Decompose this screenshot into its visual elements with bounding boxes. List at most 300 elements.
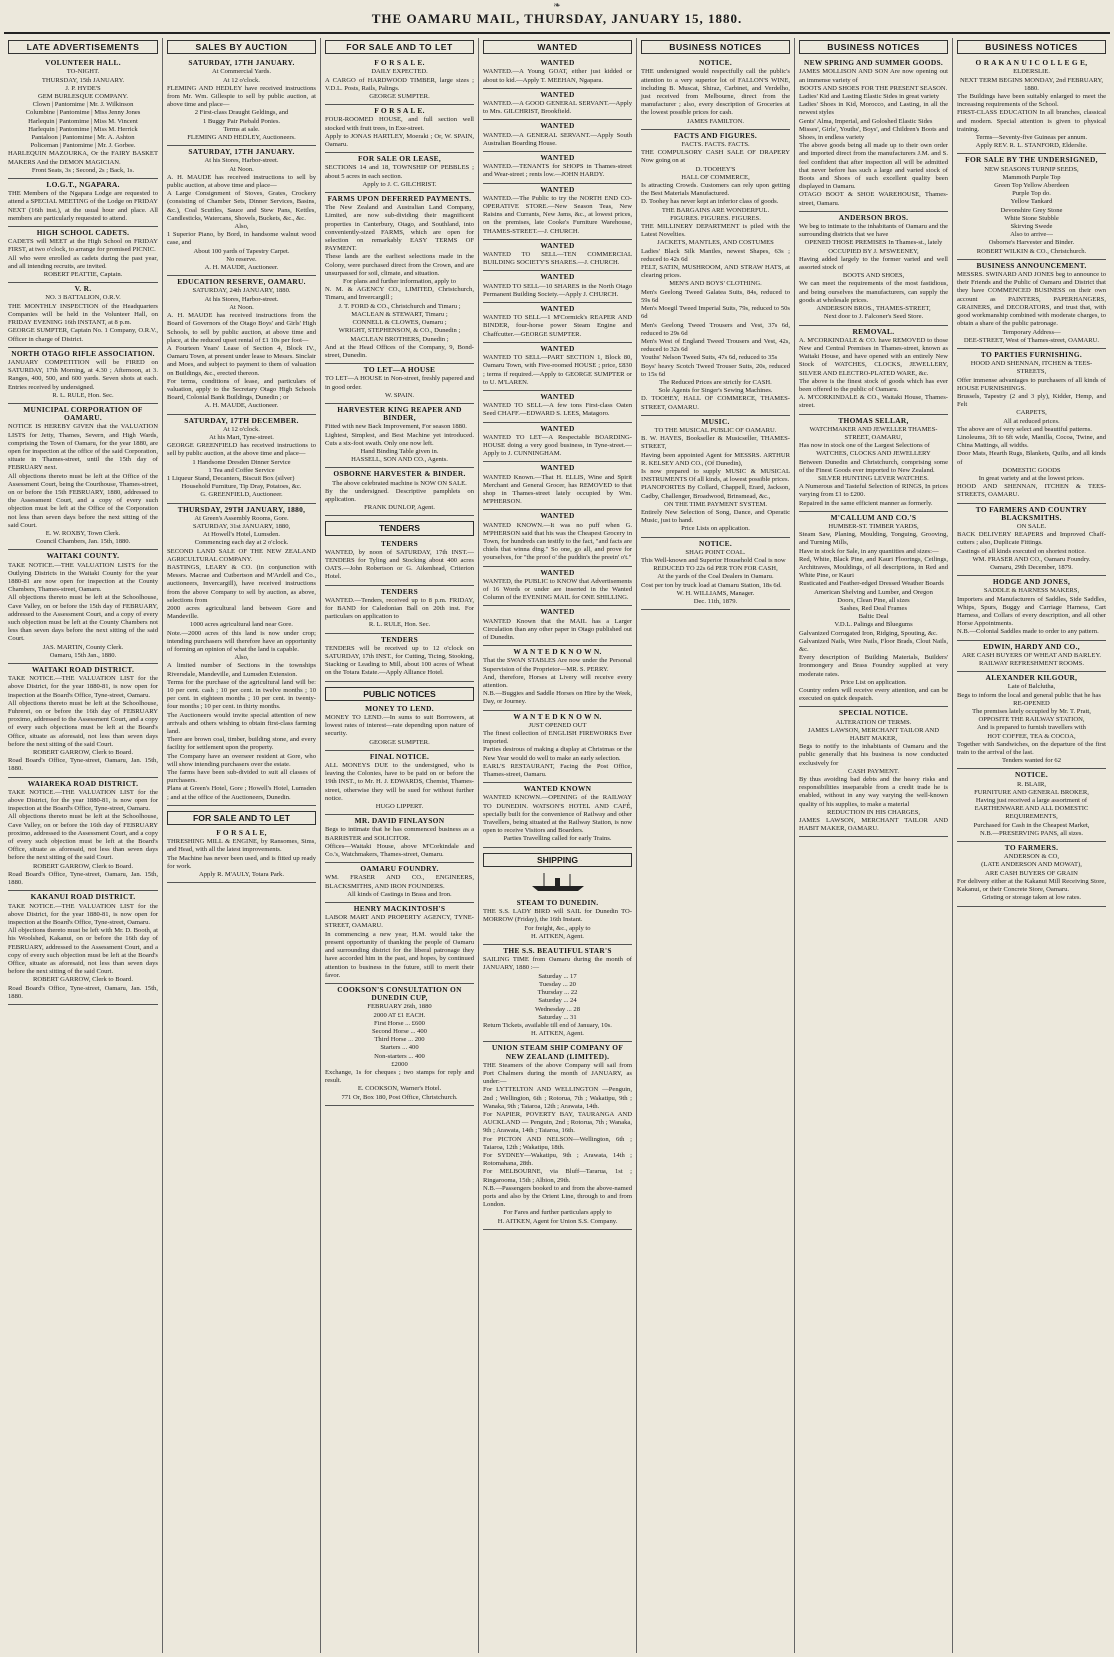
advertisement [167, 59, 316, 146]
ad-text: Lightest, Simplest, and Best Machine yet introduced. Cuts a six-foot swath. Only one now left. [325, 431, 474, 447]
ad-text: N.B.—PRESERVING PANS, all sizes. [979, 829, 1084, 837]
ad-text: TAKE NOTICE.—THE VALUATION LIST for the above District, for the year 1880-81, is now open for inspection at the Board's Office, Tyne-street, Oamaru. [8, 675, 158, 699]
ad-text: R. L. RULE, Hon. Sec. [52, 391, 114, 399]
ad-text: Apply R. M'AULY, Totara Park. [199, 871, 284, 879]
ad-text: Apply to J. C. GILCHRIST. [362, 180, 437, 188]
ad-text: Ladies' Kid and Lasting Elastic Sides in great variety [799, 93, 939, 101]
advertisement [167, 278, 316, 414]
ad-text: NOTICE IS HEREBY GIVEN that the VALUATION LISTS for Jetty, Thames, Severn, and High Wards, comprising the Town of Oamaru, for the year 1880, are open for inspection at the office of the said Corporation, situate in Thames-street, until the 15th day of FEBRUARY next. [8, 423, 158, 472]
ad-text: WANTED Known that the MAIL has a Larger Circulation than any other paper in Otago published out of Dunedin. [483, 617, 632, 641]
advertisement [325, 406, 474, 468]
ad-text: THE undersigned would respectfully call the public's attention to a very superior lot of FALLON'S WINE, including B. Muscat, Shiraz, Carbinet, and Verdelho, just received from Melbourne, direct from the manufacturer ; also, every description of Groceries at the lowest possible prices for cash. [641, 68, 790, 117]
section-heading: FOR SALE AND TO LET [167, 811, 316, 825]
ad-text: Is now prepared to supply MUSIC & MUSICAL INSTRUMENTS Of all kinds, at lowest possible prices. [641, 467, 790, 484]
ad-title: VOLUNTEER HALL. [45, 58, 121, 68]
ad-text: NEW SEASONS TURNIP SEEDS, [984, 165, 1079, 173]
ad-text: All objections thereto must be left at the Office of the Assessment Court, being the Courthouse, Thames-street, on or before the 15th FEBRUARY, 1880, addressed to the Assessment Court, and a copy of every such objection must be left at the Office of the Corporation not less than seven days before the next sitting of the said Court. [8, 472, 158, 529]
advertisement [957, 771, 1106, 842]
ad-title: REMOVAL. [852, 326, 895, 336]
ad-text: Exchange, 1s for cheques ; two stamps for reply and result. [325, 1068, 474, 1085]
ad-title: THURSDAY, 29TH JANUARY, 1880, [177, 504, 306, 514]
advertisement [957, 578, 1106, 640]
ad-title: O R A K A N U I C O L L E G E, [975, 58, 1088, 68]
ad-text: A. M'CORKINDALE & CO. have REMOVED to those New and Central Premises in Thames-street, known as Waitaki House, and have opened with an entirely New Stock of WATCHES, CLOCKS, JEWELLERY, SILVER AND ELECTRO-PLATED WARE, &c. [799, 336, 948, 377]
ad-text: ARE CASH BUYERS OF WHEAT AND BARLEY. [961, 651, 1102, 659]
section-heading: TENDERS [325, 521, 474, 535]
ad-text: All objections thereto must be left with Mr. D. Booth, at his Woolshed, Kakanui, on or before the 16th day of FEBRUARY, addressed to the Assessment Court, and a copy of every such objection must be left at the Board's Office, situate as aforesaid, not less than seven days before the next sitting of the said Court. [8, 927, 158, 976]
ad-text: Brussels, Tapestry (2 and 3 ply), Kidder, Hemp, and Felt [957, 392, 1106, 409]
ad-title: TENDERS [380, 538, 418, 548]
ad-text: For freight, &c., apply to [524, 924, 591, 932]
ad-text: All at reduced prices. [1003, 417, 1060, 425]
advertisement [325, 470, 474, 516]
ad-title: F O R S A L E, [216, 828, 267, 838]
advertisement [641, 132, 790, 416]
ad-title: NOTICE. [698, 538, 733, 548]
ad-text: FLEMING AND HEDLEY, Auctioneers. [187, 134, 296, 142]
ad-text: 2 First-class Draught Geldings, and [194, 109, 289, 117]
ad-text: WM. FRASER AND CO., ENGINEERS, BLACKSMITHS, AND IRON FOUNDERS. [325, 874, 474, 890]
ad-text: By the undersigned. Descriptive pamphlets on application. [325, 487, 474, 503]
ad-text: A. H. MAUDE has received instructions from the Board of Governors of the Otago Boys' and Girls' High Schools, to sell by public auction, at above time and place, at the reduced upset rental of £1 10s per foot— [167, 312, 316, 344]
ad-text: A Large Consignment of Stoves, Grates, Crockery (consisting of Chamber Sets, Dinner Services, Basins, &c.), Coal Scuttles, Sauce and Stew Pans, Kettles, Candlesticks, Watercans, Shovels, Buckets, &c., &c. [167, 190, 316, 222]
ad-text: WANTED TO SELL—TEN COMMERCIAL BUILDING SOCIETY'S SHARES.—J. CHURCH. [483, 251, 632, 267]
ad-title: COOKSON'S CONSULTATION ON DUNEDIN CUP, [337, 984, 462, 1003]
ad-text: Terms for the purchase of the agricultural land will be: 10 per cent. cash ; 10 per cent. in twelve months ; 10 per cent. in eighteen months ; 10 per cent. in twenty-four months ; 10 per cent. in thirty months. [167, 678, 316, 711]
ad-text: PIANOFORTES By Collard, Chappell, Erard, Jackson, Cadby, Challenger, Broadwood, Brinsmead, &c., [641, 484, 790, 500]
ad-text: JAMES MOLLISON AND SON Are now opening out an immense variety of [799, 68, 948, 84]
ad-text: WANTED, the PUBLIC to KNOW that Advertisements of 16 Words or under are inserted in the Wanted Column of the EVENING MAIL for ONE SHILLING. [483, 577, 632, 602]
ad-text: At the yards of the Coal Dealers in Oamaru. [657, 573, 774, 581]
ad-text: A CARGO of HARDWOOD TIMBER, large sizes ; V.D.L. Posts, Rails, Palings. [325, 76, 474, 92]
ad-text: OCCUPIED BY J. M'SWEENEY, [828, 247, 919, 255]
ad-text: MEN'S AND BOYS' CLOTHING. [669, 280, 762, 288]
ad-text: MACLEAN & STEWART, Timaru ; [351, 310, 448, 318]
ad-title: TO FARMERS. [1004, 843, 1059, 853]
ad-text: ANDERSON & CO, [1003, 853, 1060, 861]
ad-text: At Howell's Hotel, Lumsden. [202, 531, 281, 539]
advertisement [483, 242, 632, 272]
ad-text: Tenders wanted for 62 [1001, 757, 1062, 765]
ad-title: WANTED [540, 153, 575, 163]
ad-title: WAITAKI ROAD DISTRICT. [31, 665, 135, 675]
ad-text: JANUARY COMPETITION will be FIRED on SATURDAY, 17th Morning, at 4.30 ; Afternoon, at 3. Ranges, 400, 500, and 600 yards. Seven shots at each. Entries received by undersigned. [8, 358, 158, 391]
ad-text: RAILWAY REFRESHMENT ROOMS. [979, 660, 1084, 668]
advertisement [8, 666, 158, 778]
advertisement [325, 986, 474, 1106]
advertisement [325, 107, 474, 153]
ship-funnel [555, 878, 560, 886]
advertisement [483, 899, 632, 945]
ad-text: Front Seats, 3s ; Second, 2s ; Back, 1s. [31, 166, 135, 174]
ad-text: A Fourteen Years' Lease of Section 4, Block IV., Oamaru Town, at present under lease to Messrs. Sinclair and Moes, and subject to payment to them of valuation on Buildings, &c., erected thereon. [167, 344, 316, 377]
column-heading: LATE ADVERTISEMENTS [8, 40, 158, 54]
ad-title: WANTED [540, 343, 575, 353]
ad-title: UNION STEAM SHIP COMPANY OF NEW ZEALAND (LIMITED). [491, 1043, 624, 1061]
ad-text: Second Horse ... 400 [372, 1027, 427, 1035]
advertisement [957, 351, 1106, 504]
ad-text: THE MILLINERY DEPARTMENT is piled with the Latest Novelties. [641, 223, 790, 239]
ad-text: Starters ... 400 [380, 1044, 419, 1052]
advertisement [167, 148, 316, 276]
ad-text: Have in stock for Sale, in any quantities and sizes:— [799, 547, 939, 555]
ad-title: MUNICIPAL CORPORATION OF OAMARU. [23, 404, 143, 423]
advertisement [957, 643, 1106, 673]
ad-text: For terms, conditions of lease, and particulars of valuation, apply to the Secretary Otago High Schools Board, Colonial Bank Buildings, Dunedin ; or [167, 377, 316, 402]
ad-text: RE-OPENED [1013, 699, 1050, 707]
ad-title: W A N T E D K N O W N. [513, 711, 602, 721]
advertisement [799, 417, 948, 512]
ad-text: By thus avoiding bad debts and the heavy risks and responsibilities inseparable from a credit trade he is enabled, without in any way varying the well-known quality of his supplies, to make a material [799, 776, 948, 808]
ad-text: 1000 acres agricultural land near Gore. [190, 621, 293, 629]
ad-text: HALL OF COMMERCE, [681, 173, 750, 181]
ad-text: For LYTTELTON AND WELLINGTON —Penguin, 2nd ; Wellington, 6th ; Rotorua, 7th ; Wakatipu, 9th ; Wanaka, 9th ; Taiaroa, 12th ; Arawata, 14th. [483, 1086, 632, 1110]
ad-text: WANTED TO SELL—A few tons First-class Oaten Seed CHAFF.—EDWARD S. LEES, Matagoro. [483, 402, 632, 418]
advertisement [483, 59, 632, 89]
ad-text: For SYDNEY—Wakatipu, 9th ; Arawata, 14th ; Rotomahana, 28th. [483, 1151, 632, 1168]
ad-text: E. W. ROXBY, Town Clerk. [45, 529, 121, 537]
ad-title: SATURDAY, 17TH JANUARY. [188, 147, 295, 157]
ad-text: Red, White, Black Pine, and Kauri Floorings, Ceilings, Architraves, Mouldings, of all descriptions, in Red and White Pine, or Kauri [799, 555, 948, 580]
ad-text: CONNELL & CLOWES, Oamaru ; [352, 319, 447, 327]
steamship-icon [483, 871, 632, 896]
advertisement [325, 59, 474, 105]
ad-text: Steam Saw, Planing, Moulding, Tonguing, Grooving, and Turning Mills, [799, 531, 948, 547]
ad-title: WANTED [540, 272, 575, 282]
ad-title: HARVESTER KING REAPER AND BINDER, [337, 404, 462, 423]
advertisement [483, 1044, 632, 1229]
ad-text: Saturday ... 17 [538, 972, 577, 980]
ad-text: Fitted with new Back Improvement, For season 1880. [325, 423, 467, 431]
advertisement [325, 366, 474, 404]
ad-text: N. M. & AGENCY CO., LIMITED, Christchurch, Timaru, and Invercargill ; [325, 286, 474, 302]
ad-text: SADDLE & HARNESS MAKERS, [983, 587, 1080, 595]
ad-text: At Commercial Yards. [212, 68, 271, 76]
ad-text: For NAPIER, POVERTY BAY, TAURANGA AND AUCKLAND — Penguin, 2nd ; Rotorua, 7th ; Wanaka, 9th ; Arawata, 14th ; Taiaroa, 16th. [483, 1110, 632, 1135]
ad-text: Every description of Building Materials, Builders' Ironmongery and Brass Foundry supplied at very moderate rates. [799, 654, 948, 678]
ship-hull [532, 886, 584, 891]
ad-text: FLEMING AND HEDLEY have received instructions from Mr. Wm. Gillespie to sell by public auction, at above time and place— [167, 84, 316, 109]
ad-title: WANTED [540, 121, 575, 131]
advertisement [957, 156, 1106, 259]
ad-title: WANTED [540, 240, 575, 250]
ad-title: WANTED KNOWN [523, 784, 592, 794]
ad-text: WANTED.—A GENERAL SERVANT.—Apply South Australian Boarding House. [483, 131, 632, 147]
ad-text: Next door to J. Falconer's Seed Store. [823, 313, 924, 321]
newspaper-column [4, 38, 162, 1653]
ad-text: THE COMPULSORY CASH SALE OF DRAPERY Now going on at [641, 149, 790, 165]
ad-text: Has now in stock one of the Largest Selections of [799, 442, 930, 450]
ad-text: Policeman | Pantomime | Mr. J. Gorbee. [30, 142, 136, 150]
ad-text: ANDERSON BROS., THAMES-STREET, [816, 305, 931, 313]
ad-text: SECTIONS 14 and 18, TOWNSHIP OF PEBBLES ; about 5 acres in each section. [325, 164, 474, 180]
ad-text: The Company have an overseer resident at Gore, who will show intending purchasers over the estate. [167, 752, 316, 768]
ad-text: Oamaru, 29th December, 1879. [990, 563, 1073, 571]
ad-text: At 12 o'clock. [223, 425, 260, 433]
advertisement [641, 59, 790, 130]
ad-text: DEE-STREET, West of Thames-street, OAMARU. [963, 336, 1100, 344]
ad-text: ON SALE. [1016, 522, 1047, 530]
advertisement [8, 780, 158, 892]
ad-title: MR. DAVID FINLAYSON [354, 816, 445, 826]
ad-text: SAILING TIME from Oamaru during the month of JANUARY, 1880 :— [483, 956, 632, 972]
ad-text: WANTED TO SELL—10 SHARES in the North Otago Permanent Building Society.—Apply J. CHURCH. [483, 282, 632, 298]
ad-text: 1 Buggy Pair Piebald Ponies. [202, 117, 281, 125]
ad-text: The above are of very select and beautiful patterns. [957, 425, 1092, 433]
ad-text: OPENED THOSE PREMISES In Thames-st., lately [804, 239, 943, 247]
ad-text: 771 Or, Box 180, Post Office, Christchurch. [341, 1093, 458, 1101]
ad-text: 1 Liqueur Stand, Decanters, Biscuit Box (silver) [167, 474, 295, 482]
ad-text: For Fares and further particulars apply to [503, 1209, 612, 1217]
ad-text: DAILY EXPECTED. [371, 68, 428, 76]
ad-text: A. H. MAUDE, Auctioneer. [204, 402, 279, 410]
ad-text: Note.—2000 acres of this land is now under crop; intending purchasers will therefore have an opportunity of forming an opinion of what the land is capable. [167, 629, 316, 654]
ad-text: The Machine has never been used, and is fitted up ready for work. [167, 854, 316, 870]
ad-text: HUMBER-ST. TIMBER YARDS, [828, 522, 919, 530]
ad-title: SATURDAY, 17TH JANUARY. [188, 58, 295, 68]
ad-title: MONEY TO LEND. [365, 703, 434, 713]
ad-text: £2000 [391, 1060, 408, 1068]
advertisement [8, 406, 158, 550]
ad-text: 1 Superior Piano, by Bord, in handsome walnut wood case, and [167, 231, 316, 247]
ad-text: Misses', Girls', Youths', Boys', and Children's Boots and Shoes, in endless variety [799, 125, 948, 142]
ad-text: A. M'CORKINDALE & CO., Waitaki House, Thames-street. [799, 394, 948, 410]
advertisement [325, 817, 474, 863]
advertisement [8, 181, 158, 227]
ad-text: THRESHING MILL & ENGINE, by Ransomes, Sims, and Head, with all the latest improvements. [167, 838, 316, 854]
advertisement [325, 588, 474, 634]
ad-title: WANTED [540, 463, 575, 473]
ad-text: Doors, Clean Pine, all sizes [837, 596, 910, 604]
ad-text: EARTHENWARE AND ALL DOMESTIC REQUIREMENTS, [974, 805, 1089, 821]
ad-text: ROBERT PEATTIE, Captain. [43, 271, 123, 279]
ad-text: Purple Top do. [1012, 190, 1051, 198]
ad-text: V.D.L. Palings and Bluegums [834, 621, 913, 629]
advertisement [957, 674, 1106, 769]
advertisement [483, 154, 632, 184]
advertisement [483, 345, 632, 391]
ad-text: 2000 acres agricultural land between Gore and Mandeville. [167, 605, 316, 621]
ad-text: Having been appointed Agent for MESSRS. ARTHUR R. KELSEY AND CO., (Of Dunedin), [641, 451, 790, 467]
ad-text: ON THE TIME PAYMENT SYSTEM. [663, 500, 767, 508]
ad-text: N.B.—Buggies and Saddle Horses on Hire by the Week, Day, or Journey. [483, 690, 632, 706]
ad-text: Between Dunedin and Christchurch, comprising some of the Finest Goods ever imported to New Zealand. [799, 458, 948, 474]
ad-text: FACTS. FACTS. FACTS. [681, 141, 750, 149]
ad-text: At Green's Assembly Rooms, Gore. [194, 514, 289, 522]
ad-text: We can meet the requirements of the most fastidious, and being ourselves the manufacturers, can supply the goods at wholesale prices. [799, 280, 948, 304]
ad-text: E. COOKSON, Warner's Hotel. [357, 1085, 442, 1093]
ad-text: Return Tickets, available till end of January, 10s. [483, 1021, 612, 1029]
ad-text: A limited number of Sections in the townships Riversdale, Mandeville, and Lumsden Extension. [167, 662, 316, 678]
ad-text: CARPETS, [1016, 409, 1047, 417]
ad-text: (LATE ANDERSON AND MOWAT), [981, 861, 1082, 869]
ad-text: TO-NIGHT. [66, 68, 100, 76]
ad-text: Skirving Swede [1010, 223, 1053, 231]
ad-text: Entirely New Selection of Song, Dance, and Operatic Music, just to hand. [641, 508, 790, 525]
advertisement [799, 59, 948, 212]
ad-text: ROBERT GARROW, Clerk to Board. [33, 976, 133, 984]
ad-title: KAKANUI ROAD DISTRICT. [30, 892, 136, 902]
ad-text: The Reduced Prices are strictly for CASH. [659, 378, 772, 386]
ad-text: The above celebrated machine is NOW ON SALE. [332, 479, 467, 487]
ad-text: Temporary Address— [1002, 328, 1061, 336]
ad-text: ROBERT GARROW, Clerk to Board. [33, 749, 133, 757]
ad-text: SHAG POINT COAL. [685, 548, 746, 556]
advertisement [483, 464, 632, 510]
ad-text: The premises lately occupied by Mr. T. Pratt, [972, 708, 1091, 716]
ad-text: J. P. HYDE'S [65, 84, 101, 92]
ad-text: BACK DELIVERY REAPERS and Improved Chaff-cutters ; also, Duplicate Fittings. [957, 531, 1106, 547]
advertisement [167, 506, 316, 806]
ad-text: These lands are the earliest selections made in the Colony, were purchased direct from the Crown, and are unsurpassed for soil, climate, and situation. [325, 253, 474, 277]
ad-text: Offer immense advantages to purchasers of all kinds of HOUSE FURNISHINGS. [957, 376, 1106, 392]
ad-title: EDWIN, HARDY AND CO., [983, 641, 1080, 651]
ad-text: ALL MONEYS DUE to the undersigned, who is leaving the Colonies, have to be paid on or before the 19th INST., to Mr. H. J. EDWARDS, Chemist, Thames-street, otherwise they will be sued for without further notice. [325, 762, 474, 802]
advertisement [957, 59, 1106, 154]
advertisement [325, 195, 474, 364]
ad-title: WANTED [540, 423, 575, 433]
ad-text: N.B.—Colonial Saddles made to order to any pattern. [957, 628, 1099, 636]
ad-text: Saturday ... 24 [538, 997, 577, 1005]
ad-text: Road Board's Office, Tyne-street, Oamaru, Jan. 15th, 1880. [8, 984, 158, 1000]
ad-text: N.B.—Passengers booked to and from the above-named ports and also by the Orient Line, through to and from London. [483, 1184, 632, 1209]
ad-text: JACKETS, MANTLES, AND COSTUMES [657, 239, 774, 247]
ad-text: R. L. RULE, Hon. Sec. [368, 621, 431, 629]
ad-title: HODGE AND JONES, [992, 577, 1071, 587]
ad-title: NORTH OTAGO RIFLE ASSOCIATION. [11, 348, 155, 358]
ad-text: R. BLAIR, [1016, 780, 1047, 788]
ad-text: THE MONTHLY INSPECTION of the Headquarters Companies will be held in the Volunteer Hall, on FRIDAY EVENING 16th INSTANT, at 8 p.m. [8, 302, 158, 327]
masthead-ornament: ❧ [553, 0, 561, 10]
ad-text: Yellow Tankard [1010, 198, 1053, 206]
section-heading: PUBLIC NOTICES [325, 687, 474, 701]
ad-text: WANTED.—Tenders, received up to 8 p.m. FRIDAY, for BAND for Caledonian Ball on 20th inst. For particulars on application to [325, 596, 474, 621]
ad-text: Apply REV. R. L. STANFORD, Elderslie. [975, 142, 1088, 150]
ad-text: JUST OPENED OUT [528, 721, 587, 729]
advertisement [483, 569, 632, 607]
advertisement [8, 285, 158, 347]
ad-text: Together with Sandwiches, on the departure of the first train to the arrival of the last. [957, 740, 1106, 757]
ad-text: Wednesday ... 28 [534, 1005, 581, 1013]
columns-container [4, 38, 1110, 1653]
ad-text: Ladies' Black Silk Mantles, newest Shapes, 63s ; reduced to 42s 6d [641, 247, 790, 263]
ad-text: GEORGE GREENFIELD has received instructions to sell by public auction, at the above time and place— [167, 442, 316, 458]
ad-text: A Numerous and Tasteful Selection of RINGS, In prices varying from £1 to £200. [799, 483, 948, 499]
ad-text: American Shelving and Lumber, and Oregon [814, 588, 933, 596]
ad-text: D. TOOHEY'S [695, 165, 736, 173]
ad-text: HOOD AND SHENNAN, ITCHEN & TEES-STREETS, [970, 360, 1093, 376]
ad-text: Pantaloon | Pantomime | Mr. A. Ashton [31, 134, 135, 142]
advertisement [799, 214, 948, 326]
ad-text: Also, [234, 654, 249, 662]
ad-text: Galvanized Nails, Wire Nails, Floor Brads, Clout Nails, &c. [799, 637, 948, 654]
ad-text: WANTED TO LET—A Respectable BOARDING-HOUSE doing a very good business, in Tyne-street.—Apply to J. CUNNINGHAM. [483, 433, 632, 458]
ad-text: TENDERS will be received up to 12 o'clock on SATURDAY, 17th INST., for Cutting, Ticing, Stooking, Stacking or Leading to Mill, about 100 acres of Wheat on the Totara Estate.—Apply Alliance Hotel. [325, 644, 474, 677]
ad-text: The New Zealand and Australian Land Company, Limited, are now sub-dividing their magnificent properties in Canterbury, Otago, and Southland, into conveniently-sized FARMS, which are open for selection on remarkably EASY TERMS OF PAYMENT. [325, 204, 474, 253]
ad-text: 2000 AT £1 EACH. [373, 1011, 426, 1019]
ad-text: All who were enrolled as cadets during the past year, and all intending recruits, are invited. [8, 254, 158, 270]
ad-text: BASTINGS, LEARY & CO. (in conjunction with Messrs. Macrae and Cutbertson and M'Ardell and Co., auctioneers, Invercargill), have received instructions from the above Company to sell by auction, as above, selections from [167, 563, 316, 604]
ad-text: FOUR-ROOMED HOUSE, and full section well stocked with fruit trees, in Exe-street. [325, 116, 474, 132]
ad-title: W A N T E D K N O W N. [513, 647, 602, 657]
ad-text: Begs to notify to the inhabitants of Oamaru and the public generally that his business is now conducted exclusively for [799, 743, 948, 767]
ad-text: BOOTS AND SHOES, [842, 272, 905, 280]
ad-text: Mammoth Purple Top [1002, 173, 1061, 181]
ad-text: No reserve. [226, 255, 257, 263]
ad-text: Road Board's Office, Tyne-street, Oamaru, Jan. 15th, 1880. [8, 870, 158, 887]
ad-title: TO PARTIES FURNISHING. [980, 349, 1083, 359]
ad-text: 1 Handsome Dresden Dinner Service [192, 458, 291, 466]
ad-text: For MELBOURNE, via Bluff—Tararua, 1st ; Ringarooma, 15th ; Albion, 29th. [483, 1168, 632, 1184]
ad-title: SATURDAY, 17TH DECEMBER. [184, 415, 299, 425]
ad-text: The farms have been sub-divided to suit all classes of purchasers. [167, 769, 316, 785]
ad-text: Rusticated and Feather-edged Dressed Weather Boards [799, 580, 944, 588]
advertisement [325, 753, 474, 815]
ad-text: Gristing or storage taken at low rates. [981, 894, 1082, 902]
ad-text: There are brown coal, timber, building stone, and every facility for settlement upon the property. [167, 736, 316, 752]
ad-title: OAMARU FOUNDRY. [360, 864, 439, 874]
ad-text: This Well-known and Superior Household Coal is now [641, 556, 786, 564]
ad-text: GEM BURLESQUE COMPANY. [38, 93, 128, 101]
ad-text: Household Furniture, Tip Dray, Potatoes, &c. [181, 483, 302, 491]
advertisement [8, 350, 158, 404]
ad-text: At his Stores, Harbor-street. [204, 157, 279, 165]
advertisement [483, 393, 632, 423]
advertisement [799, 709, 948, 837]
advertisement [167, 417, 316, 504]
ad-title: TENDERS [380, 634, 418, 644]
ad-title: TO LET—A HOUSE [363, 365, 436, 375]
ad-title: HIGH SCHOOL CADETS. [36, 228, 130, 238]
ad-text: WANTED Known.—That H. ELLIS, Wine and Spirit Merchant and General Grocer, has REMOVED to that shop in Thames-street lately occupied by Wm. M'PHERSON. [483, 473, 632, 506]
advertisement [483, 273, 632, 303]
advertisement [167, 829, 316, 883]
ad-title: WANTED [540, 567, 575, 577]
ad-text: Dec. 11th, 1879. [693, 598, 738, 605]
ad-text: Purchased for Cash in the Cheapest Market, [973, 821, 1090, 829]
ad-text: Plans at Green's Hotel, Gore ; Howell's Hotel, Lumsden ; and at the office of the Auctioneers, Dunedin. [167, 785, 316, 801]
ad-title: FOR SALE BY THE UNDERSIGNED, [965, 155, 1098, 165]
advertisement [8, 893, 158, 1005]
ad-text: J. T. FORD & CO., Christchurch and Timaru ; [338, 302, 461, 310]
ad-text: At his Mart, Tyne-street. [209, 433, 274, 441]
ad-title: STEAM TO DUNEDIN. [516, 898, 599, 908]
ad-text: BOOTS AND SHOES FOR THE PRESENT SEASON. [799, 84, 948, 92]
ad-text: And, therefore, Horses at Livery will receive every attention. [483, 673, 632, 689]
ad-text: FRANK DUNLOP, Agent. [364, 504, 435, 512]
ad-text: Men's Moegil Tweed Imperial Suits, 79s, reduced to 50s 6d [641, 305, 790, 321]
ad-title: I.O.G.T., NGAPARA. [46, 180, 120, 190]
ad-title: OSBORNE HARVESTER & BINDER. [333, 469, 466, 479]
ad-text: NO. 3 BATTALION, O.R.V. [45, 294, 121, 302]
ad-text: TO LET—A HOUSE in Non-street, freshly papered and in good order. [325, 375, 474, 391]
ad-text: At Noon. [229, 165, 254, 173]
ad-text: First Horse ... £600 [374, 1019, 425, 1027]
ad-text: Linoleums, 3ft to 6ft wide, Manilla, Cocoa, Twine, and China Mattings, all widths. [957, 433, 1106, 450]
ad-text: WANTED TO SELL—PART SECTION 1, Block 80, Oamaru Town, with Five-roomed HOUSE ; price, £830 ; terms if required.—Apply to GEORGE SUMPTER or to U. M'LAREN. [483, 354, 632, 386]
column-heading: BUSINESS NOTICES [957, 40, 1106, 54]
ad-text: Harlequin | Pantomime | Miss M. Herrick [28, 125, 138, 133]
ad-text: WATCHES, CLOCKS AND JEWELLERY [816, 450, 931, 458]
ad-text: TO THE MUSICAL PUBLIC OF OAMARU. [654, 426, 777, 434]
advertisement [325, 905, 474, 984]
ad-title: BUSINESS ANNOUNCEMENT. [976, 260, 1087, 270]
ad-title: V. R. [74, 284, 92, 294]
ad-text: The finest collection of ENGLISH FIREWORKS Ever imported. [483, 730, 632, 746]
column-heading: WANTED [483, 40, 632, 54]
ad-text: About 100 yards of Tapestry Carpet. [193, 247, 290, 255]
ad-text: Youths' Nelson Tweed Suits, 47s 6d, reduced to 35s [641, 354, 778, 362]
